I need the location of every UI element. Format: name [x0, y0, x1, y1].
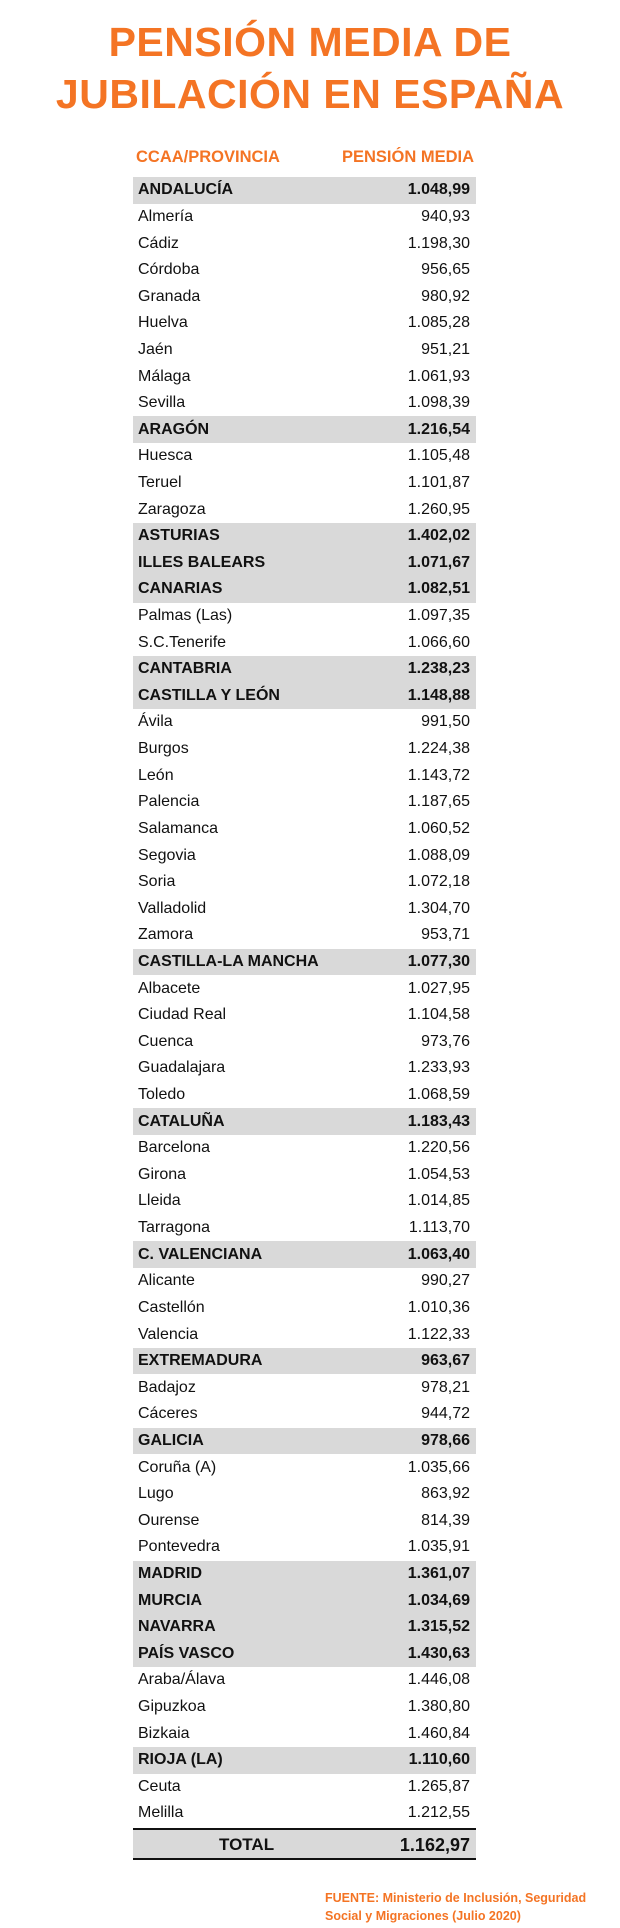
row-name: Ávila — [138, 713, 173, 731]
table-row-region — [133, 1641, 476, 1668]
row-value: 978,66 — [421, 1431, 470, 1449]
row-name: Cuenca — [138, 1032, 194, 1050]
table-row-province — [133, 496, 476, 523]
row-name: Salamanca — [138, 819, 219, 837]
table-row-region — [133, 683, 476, 710]
table-row-province — [133, 736, 476, 763]
table-row-province — [133, 895, 476, 922]
row-value: 1.077,30 — [407, 952, 470, 970]
table-row-province — [133, 1188, 476, 1215]
table-row-province — [133, 1534, 476, 1561]
table-row-province — [133, 842, 476, 869]
row-value: 991,50 — [421, 713, 470, 731]
row-name: GALICIA — [138, 1431, 204, 1449]
row-value: 1.265,87 — [407, 1777, 470, 1795]
table-row-province — [133, 762, 476, 789]
table-row-province — [133, 1694, 476, 1721]
table-row-province — [133, 1002, 476, 1029]
table-row-province — [133, 257, 476, 284]
row-name: CASTILLA-LA MANCHA — [138, 952, 319, 970]
row-value: 1.183,43 — [407, 1112, 470, 1130]
row-value: 1.014,85 — [407, 1192, 470, 1210]
row-value: 1.085,28 — [407, 314, 470, 332]
row-value: 1.097,35 — [407, 607, 470, 625]
table-row-region — [133, 1428, 476, 1455]
row-name: Bizkaia — [138, 1724, 190, 1742]
total-row — [133, 1828, 476, 1860]
row-value: 1.010,36 — [407, 1298, 470, 1316]
row-name: Palencia — [138, 793, 200, 811]
row-value: 1.143,72 — [407, 766, 470, 784]
table-row-province — [133, 603, 476, 630]
row-name: C. VALENCIANA — [138, 1245, 263, 1263]
row-value: 1.072,18 — [407, 873, 470, 891]
table-row-region — [133, 949, 476, 976]
row-name: Burgos — [138, 740, 189, 758]
row-name: Huesca — [138, 447, 193, 465]
row-value: 980,92 — [421, 287, 470, 305]
table-row-region — [133, 576, 476, 603]
row-value: 978,21 — [421, 1378, 470, 1396]
row-value: 1.027,95 — [407, 979, 470, 997]
table-row-province — [133, 1374, 476, 1401]
row-value: 1.148,88 — [407, 686, 470, 704]
row-value: 1.198,30 — [407, 234, 470, 252]
row-value: 1.063,40 — [407, 1245, 470, 1263]
table-row-province — [133, 1268, 476, 1295]
table-row-region — [133, 656, 476, 683]
row-name: PAÍS VASCO — [138, 1644, 235, 1662]
row-value: 1.380,80 — [407, 1698, 470, 1716]
table-row-province — [133, 709, 476, 736]
row-value: 1.224,38 — [407, 740, 470, 758]
table-row-region — [133, 177, 476, 204]
row-name: Ourense — [138, 1511, 200, 1529]
row-value: 1.082,51 — [407, 580, 470, 598]
table-row-region — [133, 523, 476, 550]
table-row-province — [133, 1774, 476, 1801]
row-value: 1.238,23 — [407, 660, 470, 678]
row-name: CASTILLA Y LEÓN — [138, 686, 280, 704]
table-row-region — [133, 1348, 476, 1375]
row-value: 1.220,56 — [407, 1139, 470, 1157]
row-name: Cáceres — [138, 1405, 198, 1423]
row-value: 1.212,55 — [407, 1804, 470, 1822]
row-value: 1.216,54 — [407, 420, 470, 438]
row-name: Zamora — [138, 926, 194, 944]
table-row-province — [133, 470, 476, 497]
row-value: 1.098,39 — [407, 394, 470, 412]
row-value: 1.066,60 — [407, 633, 470, 651]
row-name: Jaén — [138, 340, 173, 358]
row-name: Coruña (A) — [138, 1458, 217, 1476]
table-row-province — [133, 1481, 476, 1508]
row-name: Alicante — [138, 1272, 195, 1290]
row-value: 1.446,08 — [407, 1671, 470, 1689]
row-value: 1.035,66 — [407, 1458, 470, 1476]
row-value: 956,65 — [421, 261, 470, 279]
row-value: 1.105,48 — [407, 447, 470, 465]
row-name: Girona — [138, 1165, 187, 1183]
row-name: Ceuta — [138, 1777, 181, 1795]
table-row-region — [133, 1747, 476, 1774]
row-name: Barcelona — [138, 1139, 211, 1157]
table-row-province — [133, 443, 476, 470]
row-value: 1.104,58 — [407, 1006, 470, 1024]
row-name: Segovia — [138, 846, 196, 864]
row-value: 1.060,52 — [407, 819, 470, 837]
row-value: 1.035,91 — [407, 1538, 470, 1556]
table-row-region — [133, 1614, 476, 1641]
row-name: Guadalajara — [138, 1059, 226, 1077]
table-row-region — [133, 550, 476, 577]
row-name: MURCIA — [138, 1591, 202, 1609]
row-value: 963,67 — [421, 1352, 470, 1370]
row-value: 1.054,53 — [407, 1165, 470, 1183]
table-row-province — [133, 1401, 476, 1428]
row-name: Badajoz — [138, 1378, 196, 1396]
row-name: Teruel — [138, 474, 182, 491]
table-row-province — [133, 816, 476, 843]
table-row-province — [133, 629, 476, 656]
source-note: FUENTE: Ministerio de Inclusión, Seguridad Social y Migraciones (Julio 2020) — [325, 1891, 587, 1923]
table-row-province — [133, 337, 476, 364]
row-value: 1.460,84 — [407, 1724, 470, 1742]
row-name: S.C.Tenerife — [138, 633, 227, 651]
table-row-province — [133, 390, 476, 417]
table-row-province — [133, 1800, 476, 1827]
row-name: EXTREMADURA — [138, 1352, 263, 1370]
row-value: 1.048,99 — [407, 181, 470, 199]
table-row-province — [133, 1082, 476, 1109]
row-name: RIOJA (LA) — [138, 1751, 223, 1769]
row-name: Valencia — [138, 1325, 199, 1343]
row-name: Córdoba — [138, 261, 200, 279]
row-name: Gipuzkoa — [138, 1698, 206, 1716]
row-name: ANDALUCÍA — [138, 181, 234, 199]
row-value: 951,21 — [421, 340, 470, 358]
table-row-province — [133, 230, 476, 257]
table-row-province — [133, 1507, 476, 1534]
row-value: 1.101,87 — [407, 474, 470, 491]
table-row-province — [133, 1667, 476, 1694]
row-value: 1.304,70 — [407, 899, 470, 917]
row-name: Huelva — [138, 314, 188, 332]
row-name: CANARIAS — [138, 580, 223, 598]
row-name: CANTABRIA — [138, 660, 232, 678]
table-row-province — [133, 1295, 476, 1322]
table-row-province — [133, 1162, 476, 1189]
row-name: Valladolid — [138, 899, 207, 917]
row-name: ILLES BALEARS — [138, 553, 266, 571]
row-name: ARAGÓN — [138, 420, 210, 438]
row-name: Tarragona — [138, 1219, 211, 1237]
pension-table — [133, 177, 476, 1827]
row-value: 1.088,09 — [407, 846, 470, 864]
row-name: MADRID — [138, 1564, 202, 1582]
column-header-pension: PENSIÓN MEDIA — [341, 148, 474, 166]
total-label: TOTAL — [219, 1835, 275, 1854]
row-name: NAVARRA — [138, 1618, 216, 1636]
column-header-region: CCAA/PROVINCIA — [136, 148, 280, 166]
table-row-province — [133, 1215, 476, 1242]
row-value: 944,72 — [421, 1405, 470, 1423]
table-row-region — [133, 1241, 476, 1268]
row-name: Araba/Álava — [138, 1671, 226, 1689]
row-name: Almería — [138, 207, 194, 225]
row-value: 1.113,70 — [408, 1219, 470, 1237]
table-row-region — [133, 1561, 476, 1588]
row-name: Sevilla — [138, 394, 186, 412]
row-value: 1.430,63 — [407, 1644, 470, 1662]
row-value: 940,93 — [421, 207, 470, 225]
row-value: 1.260,95 — [407, 500, 470, 518]
table-row-province — [133, 1454, 476, 1481]
total-value: 1.162,97 — [399, 1835, 470, 1855]
title-line-1: PENSIÓN MEDIA DE — [108, 19, 512, 65]
row-value: 814,39 — [421, 1511, 470, 1529]
row-name: Toledo — [138, 1086, 186, 1104]
row-name: Castellón — [138, 1298, 205, 1316]
row-name: Lugo — [138, 1485, 174, 1503]
row-name: Pontevedra — [138, 1538, 220, 1556]
row-name: Palmas (Las) — [138, 607, 233, 625]
row-value: 1.034,69 — [407, 1591, 470, 1609]
table-row-province — [133, 204, 476, 231]
row-name: Soria — [138, 873, 176, 891]
row-name: Albacete — [138, 979, 201, 997]
row-value: 1.233,93 — [407, 1059, 470, 1077]
table-row-province — [133, 1029, 476, 1056]
table-row-province — [133, 1720, 476, 1747]
table-row-province — [133, 975, 476, 1002]
title-line-2: JUBILACIÓN EN ESPAÑA — [55, 71, 565, 117]
row-name: CATALUÑA — [138, 1112, 225, 1130]
row-value: 1.315,52 — [407, 1618, 470, 1636]
row-value: 1.187,65 — [407, 793, 470, 811]
table-row-province — [133, 789, 476, 816]
row-value: 1.068,59 — [407, 1086, 470, 1104]
table-row-region — [133, 1587, 476, 1614]
table-row-region — [133, 416, 476, 443]
row-value: 863,92 — [421, 1485, 470, 1503]
table-row-province — [133, 310, 476, 337]
row-name: ASTURIAS — [138, 527, 220, 545]
table-row-province — [133, 1055, 476, 1082]
row-value: 1.122,33 — [407, 1325, 470, 1343]
row-name: León — [138, 766, 174, 784]
row-value: 1.402,02 — [407, 527, 470, 545]
table-row-province — [133, 922, 476, 949]
row-value: 953,71 — [421, 926, 470, 944]
row-name: Granada — [138, 287, 201, 305]
row-name: Lleida — [138, 1192, 181, 1210]
row-name: Melilla — [138, 1804, 184, 1822]
row-value: 1.071,67 — [407, 553, 470, 571]
row-value: 1.361,07 — [407, 1564, 470, 1582]
row-value: 973,76 — [421, 1032, 470, 1050]
row-value: 1.061,93 — [407, 367, 470, 385]
table-row-region — [133, 1108, 476, 1135]
row-value: 1.110,60 — [408, 1751, 470, 1769]
table-row-province — [133, 363, 476, 390]
row-value: 990,27 — [421, 1272, 470, 1290]
table-row-province — [133, 1135, 476, 1162]
table-row-province — [133, 283, 476, 310]
row-name: Zaragoza — [138, 500, 206, 518]
table-row-province — [133, 869, 476, 896]
row-name: Cádiz — [138, 234, 179, 252]
row-name: Málaga — [138, 367, 191, 385]
table-row-province — [133, 1321, 476, 1348]
row-name: Ciudad Real — [138, 1006, 227, 1024]
